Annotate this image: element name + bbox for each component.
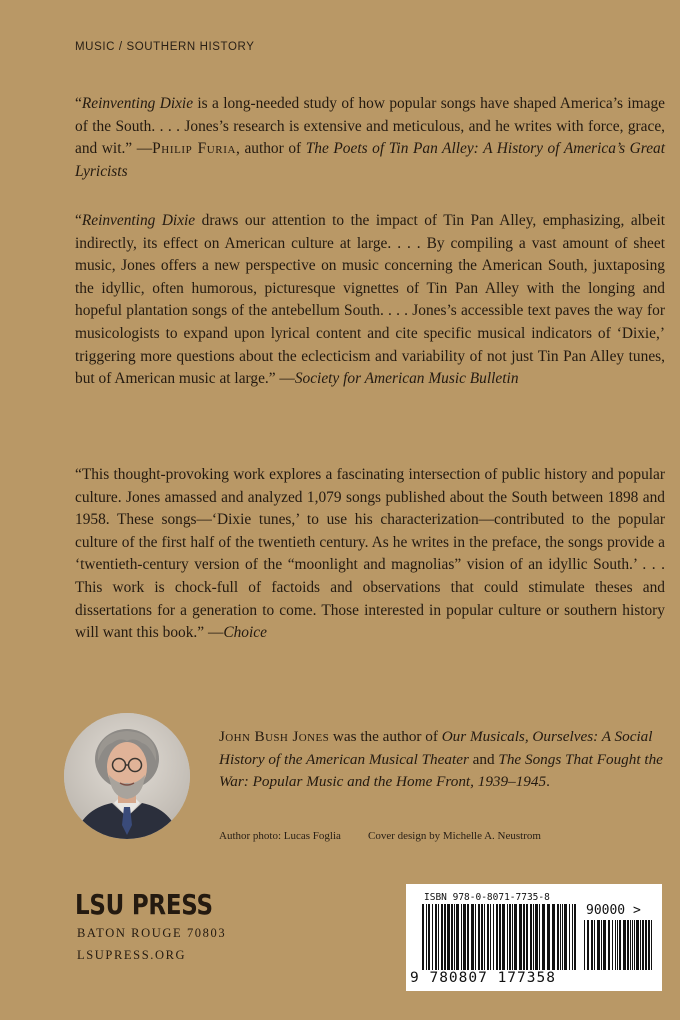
quote-text: “This thought-provoking work explores a fascinating intersection of public history and popular culture. Jones amassed and analyzed 1,079 songs published about the South between 1898 and 1958. These songs—‘Dixie tunes,’ to use his characterization—contributed to the popular culture of the first half of the twentieth century. As he writes in the preface, the songs provide a ‘twentieth-century version of the “moonlight and magnolias” vision of an idyllic South.’ . . . This work is chock-full of factoids and observations that could stimulate theses and dissertations for a generation to come. Those interested in popular culture or southern history will want this book.” —: [75, 466, 665, 642]
bio-book-1: Our Musicals, Ourselves: A Social History of the American Musical Theater: [219, 728, 653, 768]
barcode-bar: [454, 904, 455, 970]
publisher-city: BATON ROUGE 70803: [77, 926, 227, 940]
price-bar: [627, 920, 629, 970]
book-title: Reinventing Dixie: [81, 95, 194, 112]
barcode-bar: [471, 904, 474, 970]
quote-connector: , author of: [236, 140, 306, 158]
barcode-bar: [564, 904, 567, 970]
barcode-bar: [463, 904, 466, 970]
price-bar: [640, 920, 641, 970]
barcode-bar: [502, 904, 505, 970]
price-bar: [603, 920, 606, 970]
price-bar: [601, 920, 602, 970]
bio-text: and: [468, 750, 499, 768]
barcode-bar: [539, 904, 540, 970]
barcode-bar: [467, 904, 469, 970]
barcode-bar: [478, 904, 480, 970]
barcode-bar: [514, 904, 517, 970]
price-bar: [587, 920, 589, 970]
quote-text: is a long-needed study of how popular songs have shaped America’s image of the South. . . . Jones’s research is extensive and meticulous, and he writes with force, grace, and wit.” —: [75, 95, 665, 158]
price-code: 90000 >: [586, 903, 641, 918]
barcode-bar: [530, 904, 532, 970]
price-bar: [630, 920, 631, 970]
barcode-bar: [523, 904, 525, 970]
barcode-bar: [475, 904, 476, 970]
barcode-bar: [435, 904, 437, 970]
price-bar: [594, 920, 595, 970]
category-label: MUSIC / SOUTHERN HISTORY: [75, 41, 255, 53]
barcode-bar: [569, 904, 570, 970]
price-bar: [651, 920, 652, 970]
barcode-bar: [552, 904, 555, 970]
price-bar: [615, 920, 616, 970]
price-bar: [617, 920, 618, 970]
barcode-bar: [509, 904, 511, 970]
bio-text: .: [546, 773, 550, 791]
quote-source: Choice: [223, 624, 267, 642]
barcode-bar: [441, 904, 443, 970]
barcode-bar: [572, 904, 573, 970]
price-bar: [645, 920, 647, 970]
price-bar: [597, 920, 600, 970]
barcode-bar: [461, 904, 462, 970]
barcode-bar: [487, 904, 489, 970]
barcode-bar: [526, 904, 528, 970]
barcode-bar: [426, 904, 427, 970]
author-bio: [219, 726, 669, 794]
price-bar: [612, 920, 613, 970]
barcode-bar: [542, 904, 545, 970]
barcode-bar: [547, 904, 550, 970]
price-bar: [642, 920, 644, 970]
author-name: John Bush Jones: [219, 728, 330, 745]
publisher-logo: LSU PRESS: [75, 888, 213, 921]
quote-author: Philip Furia: [152, 140, 237, 158]
quote-text: draws our attention to the impact of Tin Pan Alley, emphasizing, albeit indirectly, its effect on American culture at large. . . . By compiling a vast amount of sheet music, Jones offers a new perspective on music concerning the American South, juxtaposing the idyllic, often humorous, picturesque vignettes of Tin Pan Alley with the longing and hopeful plantation songs of the antebellum South. . . . Jones’s accessible text paves the way for musicologists to expand upon lyrical content and cite specific musical indicators of ‘Dixie,’ triggering more questions about the eclecticism and variability of not just Tin Pan Alley tunes, but of American music at large.” —: [75, 212, 666, 388]
barcode-bar: [535, 904, 538, 970]
quote-source: Society for American Music Bulletin: [294, 370, 519, 388]
blurb-quote-2: “Reinventing Dixie draws our attention to the impact of Tin Pan Alley, emphasizing, albeit indirectly, its effect on American culture at large. . . . By compiling a vast amount of sheet music, Jones offers a new perspective on music concerning the American South, juxtaposing the idyllic, often humorous, picturesque vignettes of Tin Pan Alley with the longing and hopeful plantation songs of the antebellum South. . . . Jones’s accessible text paves the way for musicologists to expand upon lyrical content and cite specific musical indicators of ‘Dixie,’ triggering more questions about the eclecticism and variability of not just Tin Pan Alley tunes, but of American music at large.” —Society for American Music Bulletin: [75, 212, 666, 388]
barcode-bar: [560, 904, 561, 970]
barcode: [406, 884, 662, 991]
photo-credit: Author photo: Lucas Foglia: [219, 830, 341, 842]
barcode-digits: 9 780807 177358: [410, 970, 556, 986]
barcode-bar: [447, 904, 450, 970]
barcode-bar: [481, 904, 483, 970]
barcode-bar: [574, 904, 576, 970]
barcode-bar: [490, 904, 491, 970]
isbn-text: ISBN 978-0-8071-7735-8: [424, 892, 550, 903]
price-bar: [648, 920, 650, 970]
price-bar: [591, 920, 593, 970]
blurb-quote-1: “Reinventing Dixie is a long-needed study of how popular songs have shaped America’s image of the South. . . . Jones’s research is extensive and meticulous, and he writes with force, grace, and wit.” —Philip Furia, author of The Poets of Tin Pan Alley: A History of America’s Great Lyricists: [75, 95, 665, 180]
price-bar: [584, 920, 585, 970]
barcode-bar: [519, 904, 522, 970]
bio-text: was the author of: [329, 728, 442, 745]
barcode-bar: [456, 904, 459, 970]
book-title: Reinventing Dixie: [81, 212, 196, 229]
barcode-bar: [562, 904, 563, 970]
price-bar: [608, 920, 610, 970]
barcode-bar: [484, 904, 485, 970]
price-bar: [619, 920, 621, 970]
barcode-bar: [533, 904, 534, 970]
barcode-bar: [507, 904, 508, 970]
barcode-bar: [557, 904, 559, 970]
barcode-bar: [432, 904, 433, 970]
barcode-bar: [496, 904, 498, 970]
price-bar: [632, 920, 633, 970]
design-credit: Cover design by Michelle A. Neustrom: [368, 830, 541, 842]
barcode-bar: [422, 904, 424, 970]
blurb-quote-3: [75, 464, 665, 645]
quote-author-book: The Poets of Tin Pan Alley: A History of America’s Great Lyricists: [75, 140, 665, 180]
barcode-bar: [493, 904, 494, 970]
price-bar: [634, 920, 635, 970]
bio-book-2: The Songs That Fought the War: Popular Music and the Home Front, 1939–1945: [219, 750, 663, 791]
barcode-bar: [444, 904, 446, 970]
barcode-bar: [499, 904, 501, 970]
price-bar: [623, 920, 626, 970]
publisher-website: LSUPRESS.ORG: [77, 948, 187, 962]
author-photo: [64, 713, 190, 839]
barcode-bar: [428, 904, 430, 970]
price-bar: [636, 920, 639, 970]
barcode-bar: [438, 904, 439, 970]
barcode-bar: [512, 904, 513, 970]
barcode-bar: [451, 904, 453, 970]
